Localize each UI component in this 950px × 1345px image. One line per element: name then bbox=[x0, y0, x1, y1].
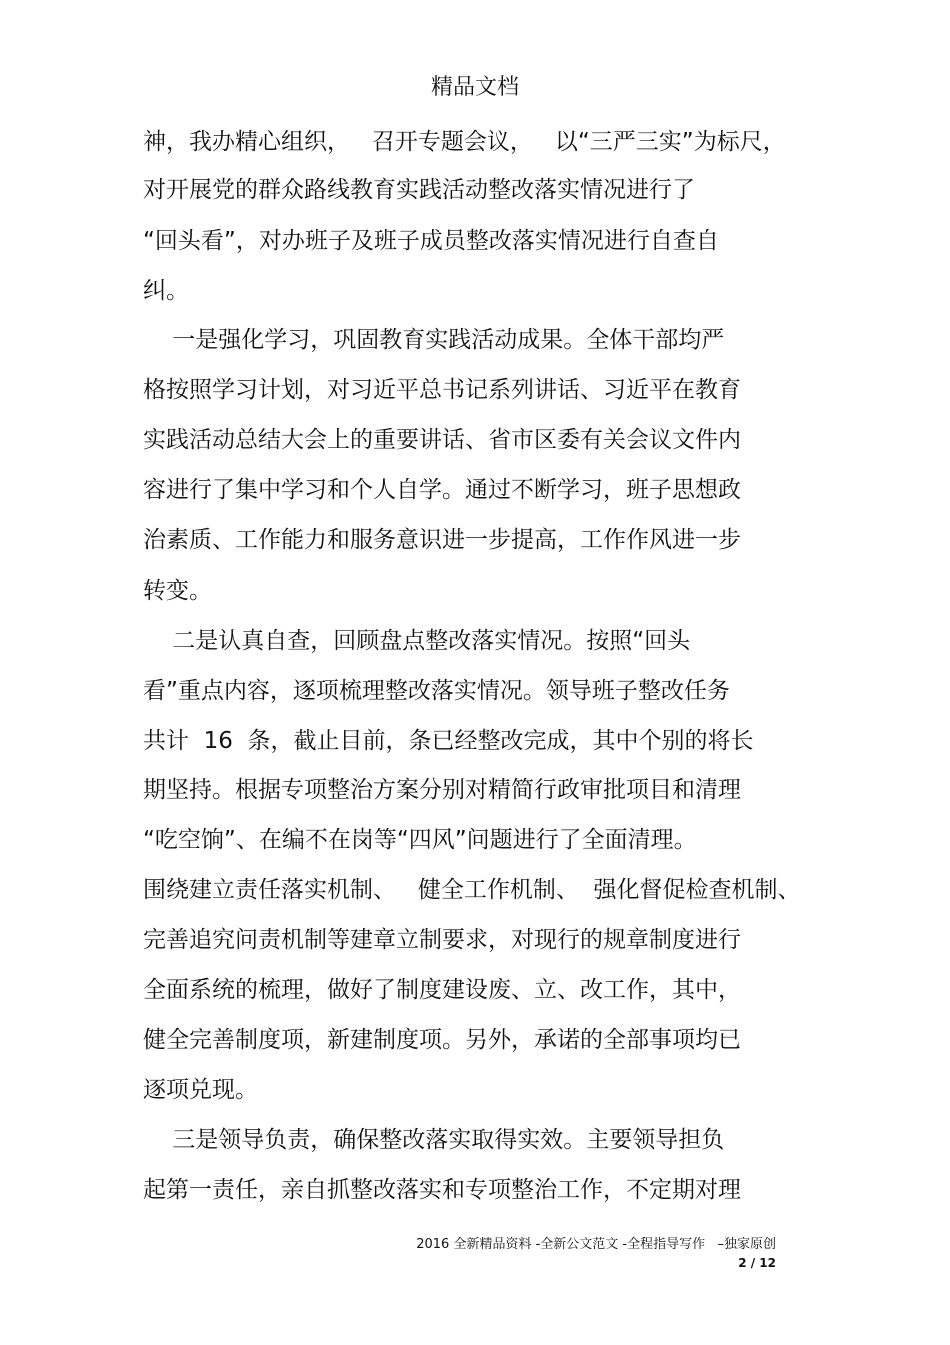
text-line: 期坚持。根据专项整治方案分别对精简行政审批项目和清理 bbox=[143, 777, 741, 803]
text-line: 神，我办精心组织， 召开专题会议， 以“三严三实”为标尺， bbox=[143, 129, 786, 155]
text-line: 对开展党的群众路线教育实践活动整改落实情况进行了 bbox=[143, 177, 695, 203]
page-header-title: 精品文档 bbox=[430, 75, 519, 100]
text-line: 转变。 bbox=[143, 578, 212, 604]
text-line: 健全完善制度项，新建制度项。另外，承诺的全部事项均已 bbox=[143, 1027, 741, 1053]
text-line: “回头看”，对办班子及班子成员整改落实情况进行自查自 bbox=[143, 228, 719, 254]
text-line: 逐项兑现。 bbox=[143, 1077, 258, 1103]
footer-text: 2016 全新精品资料 -全新公文范文 -全程指导写作 –独家原创 bbox=[416, 1237, 776, 1252]
text-line: 起第一责任，亲自抓整改落实和专项整治工作，不定期对理 bbox=[143, 1177, 741, 1203]
text-line: “吃空饷”、在编不在岗等“四风”问题进行了全面清理。 bbox=[143, 827, 697, 853]
text-line: 实践活动总结大会上的重要讲话、省市区委有关会议文件内 bbox=[143, 427, 741, 453]
text-line: 一是强化学习，巩固教育实践活动成果。全体干部均严 bbox=[143, 327, 725, 353]
text-line: 完善追究问责机制等建章立制要求，对现行的规章制度进行 bbox=[143, 927, 741, 953]
text-line: 二是认真自查，回顾盘点整改落实情况。按照“回头 bbox=[143, 628, 691, 654]
text-line: 三是领导负责，确保整改落实取得实效。主要领导担负 bbox=[143, 1127, 725, 1153]
text-line: 治素质、工作能力和服务意识进一步提高，工作作风进一步 bbox=[143, 527, 741, 553]
text-line: 容进行了集中学习和个人自学。通过不断学习，班子思想政 bbox=[143, 477, 741, 503]
text-line: 看”重点内容，逐项梳理整改落实情况。领导班子整改任务 bbox=[143, 678, 730, 704]
text-line: 全面系统的梳理，做好了制度建设废、立、改工作，其中， bbox=[143, 977, 741, 1003]
text-line: 围绕建立责任落实机制、 健全工作机制、 强化督促检查机制、 bbox=[143, 877, 801, 903]
text-line: 格按照学习计划，对习近平总书记系列讲话、习近平在教育 bbox=[143, 377, 741, 403]
text-line: 共计 16 条，截止目前，条已经整改完成，其中个别的将长 bbox=[143, 728, 754, 754]
text-line: 纠。 bbox=[143, 278, 189, 304]
page-number: 2 / 12 bbox=[738, 1256, 776, 1270]
